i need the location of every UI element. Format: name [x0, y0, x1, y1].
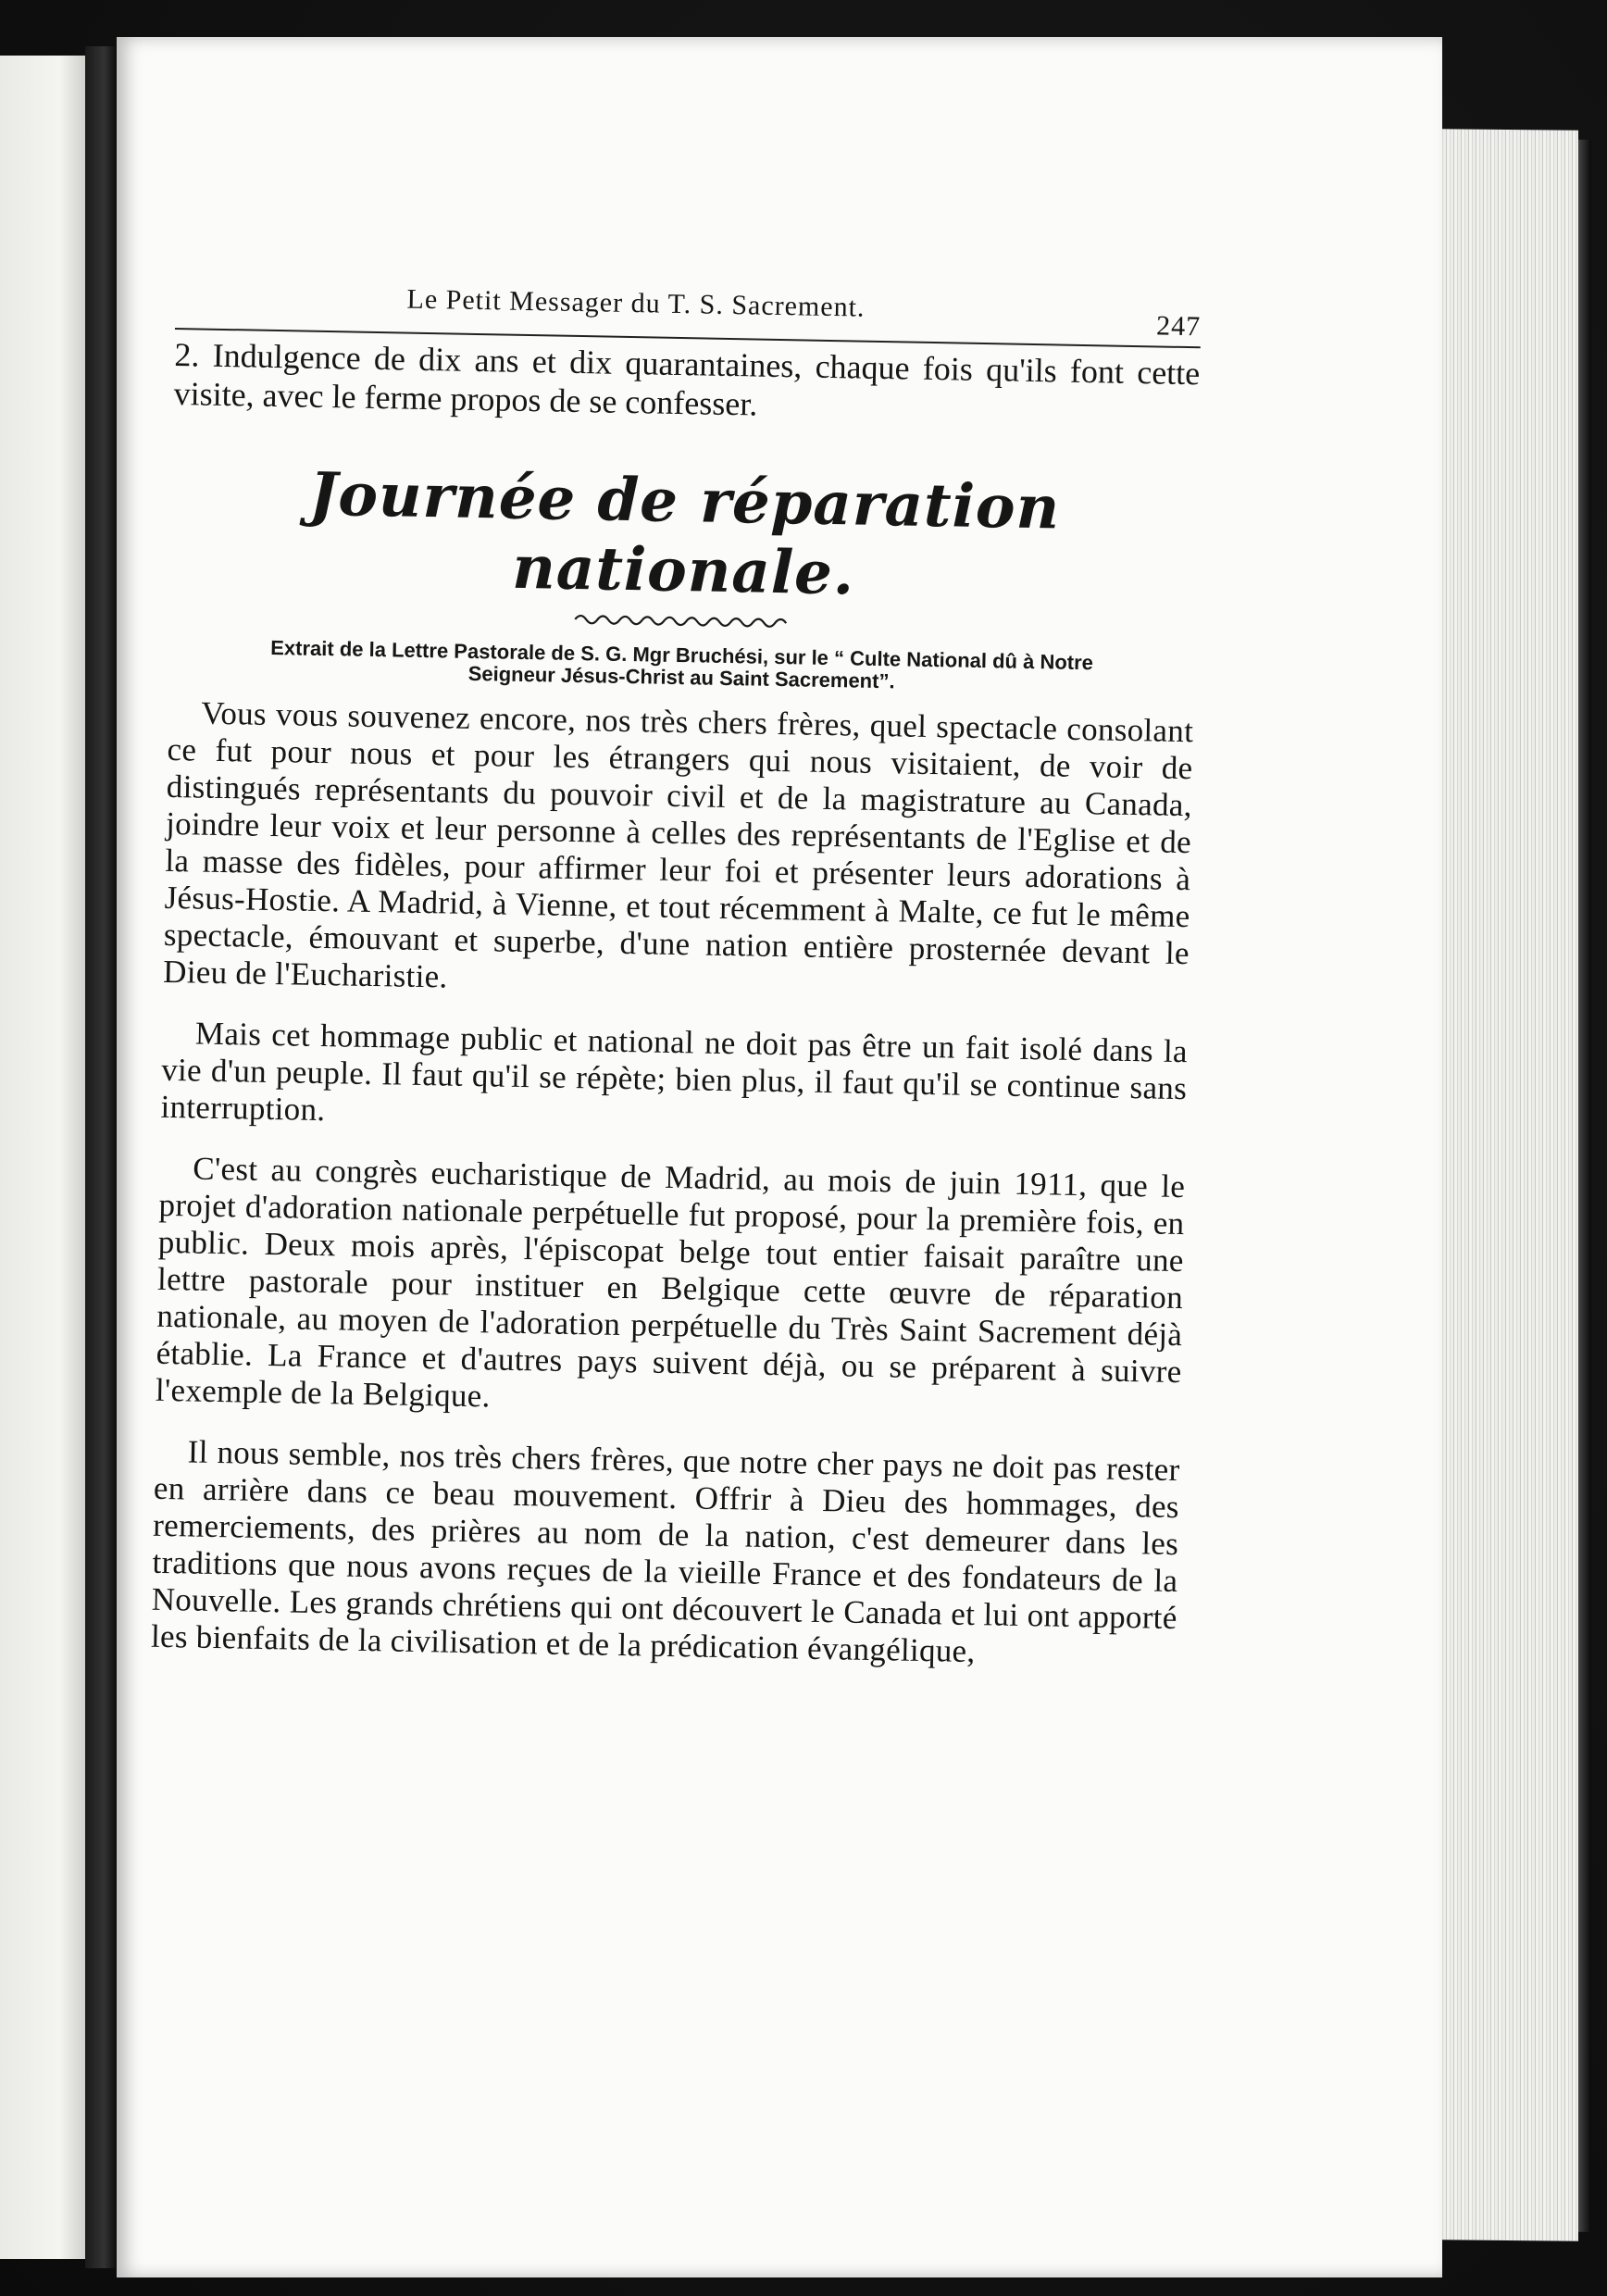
article-subtitle: Extrait de la Lettre Pastorale de S. G. Mgr Bruchési, sur le “ Culte National dû à Notre Seigneur Jésus-Christ au Saint Sacrement”. — [270, 635, 1094, 693]
page-block-edges — [1439, 129, 1578, 2241]
body-paragraph-3: C'est au congrès eucharistique de Madrid, au mois de juin 1911, que le projet d'adoration nationale perpétuelle fut proposé, pour la première fois, en public. Deux mois après, l'épiscopat belge tout entier faisait paraître une lettre pastorale pour instituer en Belgique cette œuvre de réparation nationale, au moyen de l'adoration perpétuelle du Très Saint Sacrement déjà établie. La France et d'autres pays suivent déjà, ou se préparent à suivre l'exemple de la Belgique. — [155, 1150, 1186, 1415]
body-paragraph-1: Vous vous souvenez encore, nos très chers frères, quel spectacle consolant ce fut pour nous et pour les étrangers qui nous visitaient, de voir de distingués représentants du pouvoir civil et de la magistrature au Canada, joindre leur voix et leur personne à celles des représentants de l'Eglise et de la masse des fidèles, pour affirmer leur foi et présenter leurs adorations à Jésus-Hostie. A Madrid, à Vienne, et tout récemment à Malte, ce fut le même spectacle, émouvant et superbe, d'une nation entière prosternée devant le Dieu de l'Eucharistie. — [162, 694, 1194, 995]
running-title: Le Petit Messager du T. S. Sacrement. — [406, 283, 866, 323]
body-paragraph-2: Mais cet hommage public et national ne doit pas être un fait isolé dans la vie d'un peuple. Il faut qu'il se répète; bien plus, il faut qu'il se continue sans interruption. — [160, 1015, 1189, 1129]
previous-page-edge — [0, 56, 85, 2259]
book-page — [117, 37, 1442, 2277]
title-flourish-ornament — [571, 611, 793, 631]
article-title: Journée de réparation nationale. — [308, 459, 1061, 609]
book-gutter — [85, 46, 117, 2268]
body-paragraph-4: Il nous semble, nos très chers frères, que notre cher pays ne doit pas rester en arrière dans ce beau mouvement. Offrir à Dieu des hommages, des remerciements, des prières au nom de la nation, c'est demeurer dans les traditions que nous avons reçues de la vieille France et des fondateurs de la Nouvelle. Les grands chrétiens qui ont découvert le Canada et lui ont apporté les bienfaits de la civilisation et de la prédication évangélique, — [150, 1433, 1180, 1670]
page-content — [150, 276, 1202, 1698]
page-number: 247 — [1155, 310, 1202, 343]
intro-paragraph: 2. Indulgence de dix ans et dix quarantaines, chaque fois qu'ils font cette visite, avec le ferme propos de se confesser. — [173, 335, 1201, 423]
